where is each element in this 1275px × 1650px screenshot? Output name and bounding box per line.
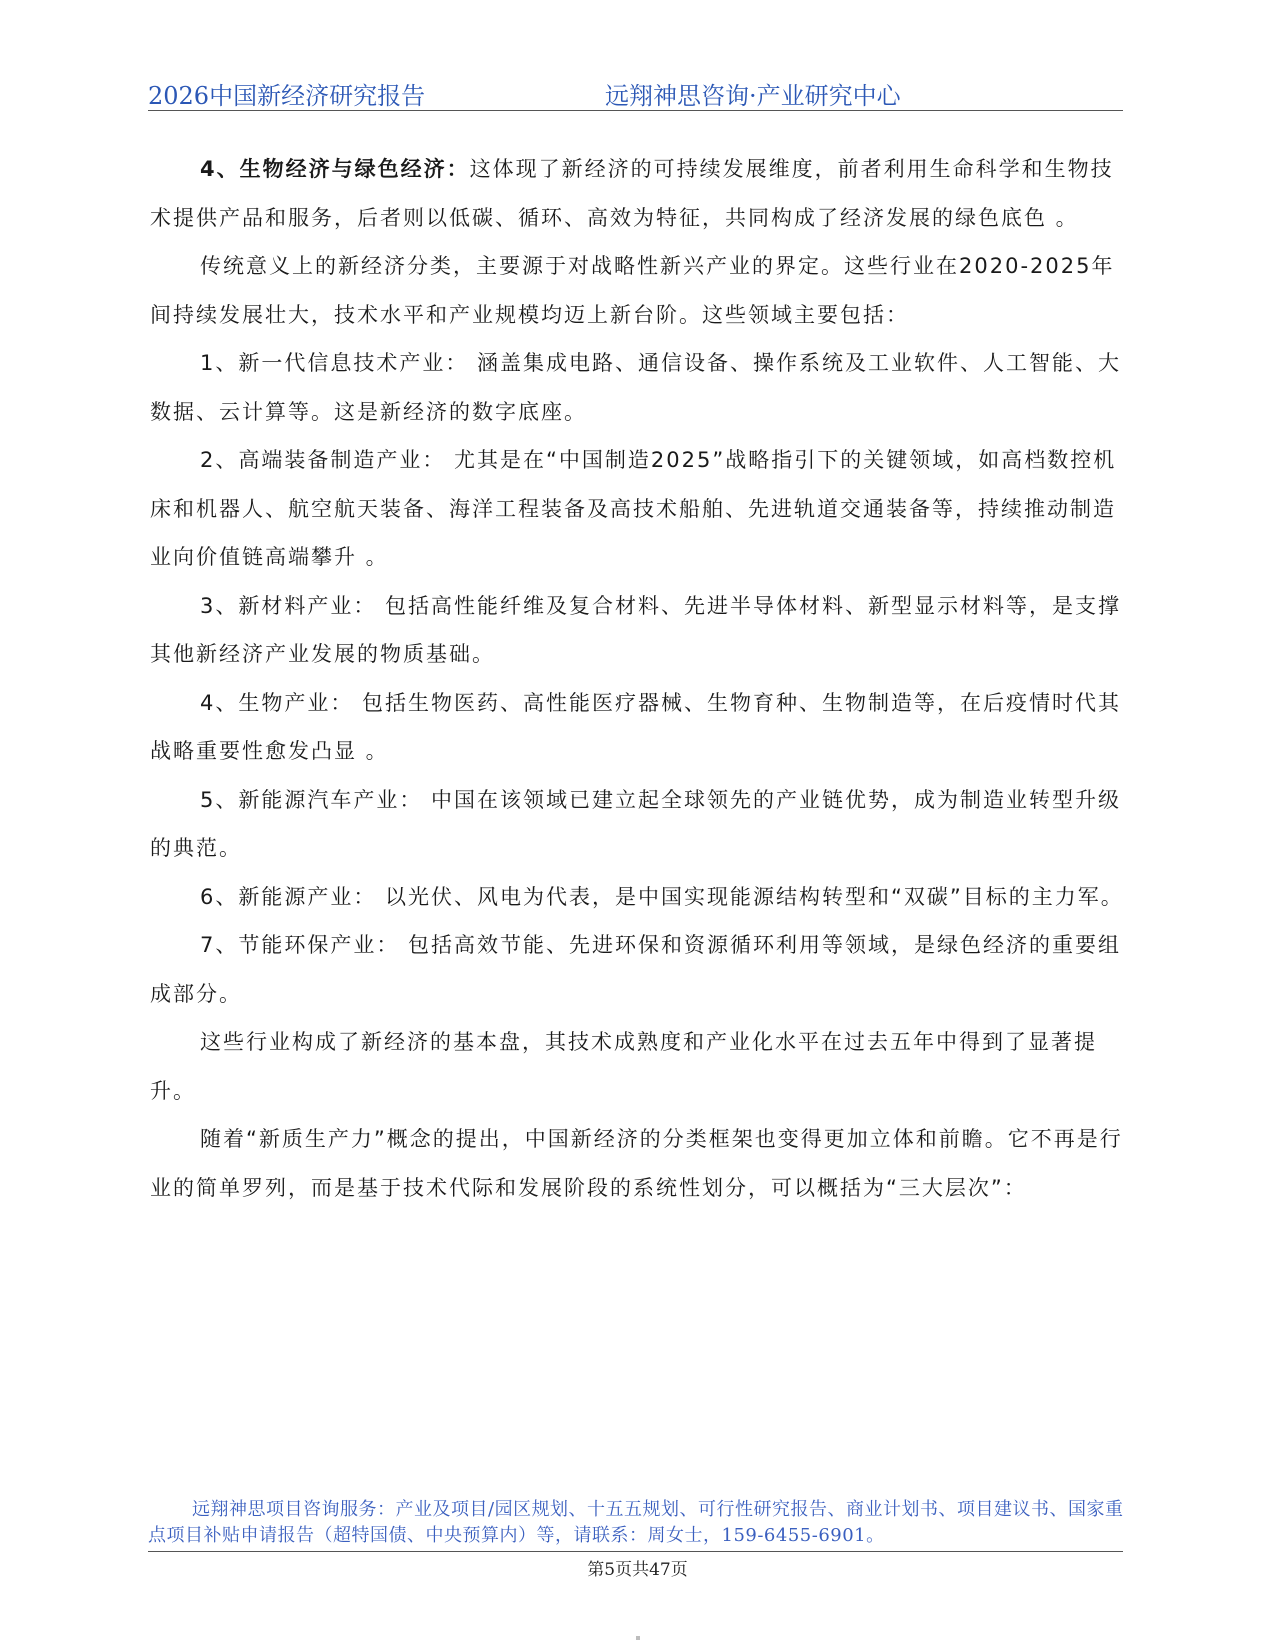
report-title: 2026中国新经济研究报告 [148, 82, 426, 110]
paragraph-traditional-classification: 传统意义上的新经济分类，主要源于对战略性新兴产业的界定。这些行业在2020-2025年间持续发展壮大，技术水平和产业规模均迈上新台阶。这些领域主要包括： [150, 254, 1115, 327]
list-item-bio-industry: 4、生物产业： 包括生物医药、高性能医疗器械、生物育种、生物制造等，在后疫情时代其战略重要性愈发凸显 。 [150, 690, 1122, 763]
service-contact-note: 远翔神思项目咨询服务：产业及项目/园区规划、十五五规划、可行性研究报告、商业计划书、项目建议书、国家重点项目补贴申请报告（超特国债、中央预算内）等，请联系：周女士，159-6455-6901。 [148, 1499, 1124, 1546]
paragraph-text: 这体现了新经济的可持续发展维度，前者利用生命科学和生物技术提供产品和服务，后者则以低碳、循环、高效为特征，共同构成了经济发展的绿色底色 。 [150, 157, 1114, 230]
footer-divider [148, 1551, 1123, 1552]
paragraph-lead: 4、生物经济与绿色经济： [200, 157, 470, 181]
organization-name: 远翔神思咨询·产业研究中心 [605, 82, 901, 110]
list-item-nev-industry: 5、新能源汽车产业： 中国在该领域已建立起全球领先的产业链优势，成为制造业转型升级的典范。 [150, 787, 1122, 860]
document-body [150, 145, 1130, 1212]
list-item-energy-saving: 7、节能环保产业： 包括高效节能、先进环保和资源循环利用等领域，是绿色经济的重要组成部分。 [150, 933, 1122, 1006]
paragraph-summary: 这些行业构成了新经济的基本盘，其技术成熟度和产业化水平在过去五年中得到了显著提升。 [150, 1030, 1097, 1103]
page-marker-dot [636, 1636, 640, 1640]
list-item-high-end-equipment: 2、高端装备制造产业： 尤其是在“中国制造2025”战略指引下的关键领域，如高档数控机床和机器人、航空航天装备、海洋工程装备及高技术船舶、先进轨道交通装备等，持续推动制造业向价值链高端攀升 。 [150, 448, 1117, 569]
paragraph-bio-green-economy [150, 145, 1130, 242]
page-number: 第5页共47页 [587, 1560, 688, 1580]
list-item-it-industry: 1、新一代信息技术产业： 涵盖集成电路、通信设备、操作系统及工业软件、人工智能、大数据、云计算等。这是新经济的数字底座。 [150, 351, 1122, 424]
paragraph-new-productivity: 随着“新质生产力”概念的提出，中国新经济的分类框架也变得更加立体和前瞻。它不再是行业的简单罗列，而是基于技术代际和发展阶段的系统性划分，可以概括为“三大层次”： [150, 1127, 1123, 1200]
page-header [148, 76, 1123, 111]
list-item-new-materials: 3、新材料产业： 包括高性能纤维及复合材料、先进半导体材料、新型显示材料等，是支撑其他新经济产业发展的物质基础。 [150, 593, 1122, 666]
list-item-new-energy: 6、新能源产业： 以光伏、风电为代表，是中国实现能源结构转型和“双碳”目标的主力军。 [200, 884, 1124, 909]
